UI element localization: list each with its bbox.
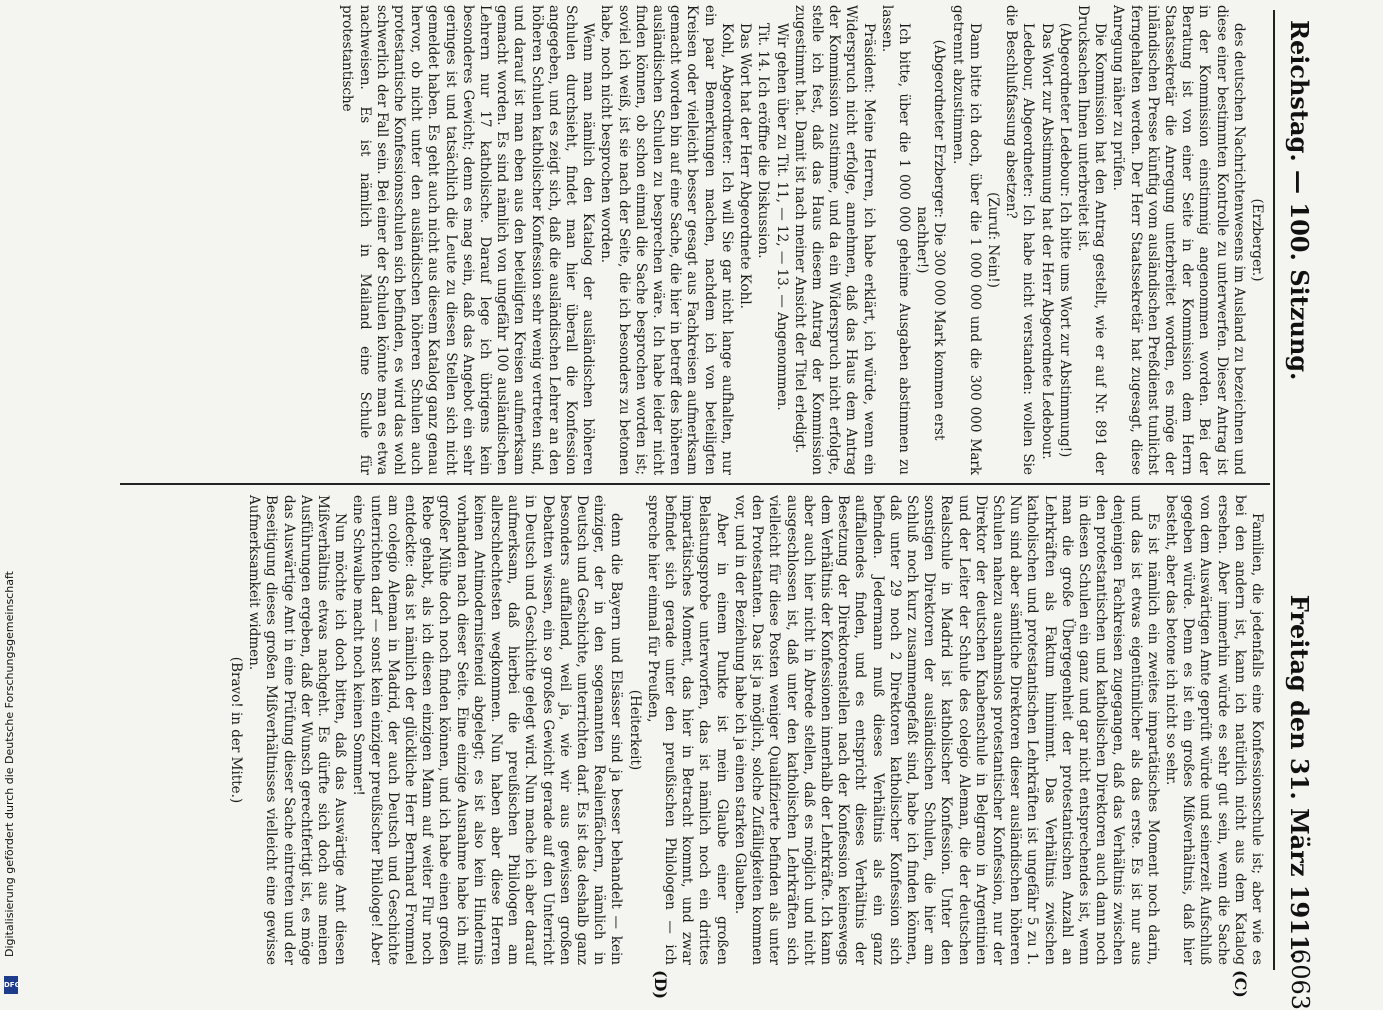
left-paragraphs	[338, 5, 1247, 475]
funding-credit: Digitalisierung gefördert durch die Deutsche Forschungsgemeinschaft	[3, 571, 16, 957]
paragraph: (Abgeordneter Erzberger: Die 300 000 Mark kommen erst nachher!)	[914, 39, 948, 441]
digitization-sidebar	[0, 0, 24, 1000]
dfg-logo: DFG	[4, 976, 18, 994]
page-header	[1280, 20, 1320, 1010]
left-column	[337, 5, 1265, 475]
paragraph: Ich bitte, über die 1 000 000 geheime Ausgaben abstimmen zu lassen.	[878, 5, 912, 475]
page-number: 6063	[1286, 948, 1314, 1010]
paragraph: Das Wort hat der Herr Abgeordnete Kohl.	[737, 23, 754, 309]
paragraph: Ledebour, Abgeordneter: Ich habe nicht verstanden: wollen Sie die Beschlußfassung absetzen?	[1003, 5, 1037, 475]
paragraph: Familien, die jedenfalls eine Konfessionsschule ist; aber wie es bei den andern ist, kann ich natürlich nicht aus dem Katalog ersehen. Aber immerhin würde es sehr gut sein, wenn die Sache von dem Auswärtigen Amte geprüft würde und seinerzeit Aufschluß gegeben würde. Denn es ist ein großes Mißverhältnis, daß hier besteht, aber das betone ich nicht so sehr.	[1162, 495, 1265, 965]
header-title-right: Freitag den 31. März 1911.	[1285, 594, 1314, 960]
paragraph: Wenn man nämlich den Katalog der ausländischen höheren Schulen durchsieht, findet man hier überall die Konfession angegeben, und es zeigt sich, daß die ausländischen Lehrer an den höheren Schulen katholischer Konfession sehr wenig vertreten sind, und darauf ist man eben aus den beteiligten Kreisen aufmerksam gemacht worden. Es sind nämlich von ungefähr 100 ausländischen Lehrern nur 17 katholische. Darauf lege ich übrigens kein besonderes Gewicht; denn es mag sein, daß das Angebot ein sehr geringes ist und tatsächlich die Leute zu diesen Stellen sich nicht gemeldet haben. Es geht auch nicht aus diesem Katalog ganz genau hervor, ob nicht unter den ausländischen höheren Schulen auch protestantische Konfessionsschulen sich befinden, es wird das wohl schwerlich der Fall sein. Bei einer der Schulen könnte man es etwa nachweisen. Es ist nämlich in Mailand eine Schule für protestantische	[339, 5, 597, 475]
paragraph: (Abgeordneter Ledebour: Ich bitte ums Wort zur Abstimmung!)	[1056, 22, 1073, 458]
rotated-page-content	[70, 0, 1320, 1010]
header-title-left: Reichstag. — 100. Sitzung.	[1285, 20, 1314, 381]
paragraph: Wir gehen über zu Tit. 11, — 12, — 13. — Angenommen.	[773, 23, 790, 411]
margin-mark-c: (C)	[1231, 970, 1250, 998]
header-rule	[1273, 10, 1275, 970]
paragraph: Präsident: Meine Herren, ich habe erklärt, ich würde, wenn ein Widerspruch nicht erfolge, annehmen, daß das Haus dem Antrag der Kommission zustimme, und da ein Widerspruch nicht erfolgte, stelle ich fest, daß das Haus diesem Antrag der Kommission zugestimmt hat. Damit ist nach meiner Ansicht der Titel erledigt.	[791, 5, 877, 475]
paragraph: Nun möchte ich doch bitten, daß das Auswärtige Amt diesen Mißverhältnis etwas nachgeht. Es dürfte sich doch aus meinen Ausführungen ergeben, daß der Wunsch gerechtfertigt ist, es möge das Auswärtige Amt in eine Prüfung dieser Sache eintreten und der Beseitigung dieses großen Mißverhältnisses vielleicht eine gewisse Aufmerksamkeit widmen.	[246, 495, 349, 965]
paragraph: Kohl, Abgeordneter: Ich will Sie gar nicht lange aufhalten, nur ein paar Bemerkungen machen, nachdem ich von beteiligten Kreisen oder vielleicht besser gesagt aus Fachkreisen aufmerksam gemacht worden bin auf eine Sache, die hier in betreff des höheren ausländischen Schulen zu besprechen wäre. Ich habe leider nicht finden können, ob schon einmal die Sache besprochen worden ist; soviel ich weiß, ist sie nach der Seite, die ich besonders zu betonen habe, noch nicht besprochen worden.	[598, 5, 735, 475]
column-divider	[120, 483, 1270, 485]
paragraph: Das Wort zur Abstimmung hat der Herr Abgeordnete Ledebour.	[1038, 23, 1055, 460]
margin-mark-d: (D)	[651, 970, 670, 1000]
paragraph: denn die Bayern und Elsässer sind ja besser behandelt — kein einziger, der in den sogenannten Realienfächern, nämlich in Deutsch und Geschichte, unterrichten darf. Es ist das deshalb ganz besonders auffallend, weil ja, wie wir aus gewissen großen Debatten wissen, ein so großes Gewicht gerade auf den Unterricht in Deutsch und Geschichte gelegt wird. Nun mache ich aber darauf aufmerksam, daß hierbei die preußischen Philologen am allerschlechtesten wegkommen. Nun haben aber diese Herren keinen Antimodernisteneid abgelegt; es ist also kein Hindernis vorhanden nach dieser Seite. Eine einzige Ausnahme habe ich mit großer Mühe doch noch finden können, und ich habe einen großen Rebe gehabt, als ich diesen einzigen Mann auf weiter Flur noch entdeckte: das ist nämlich der glückliche Herr Bernhard Frommel am colegio Aleman in Madrid, der auch Deutsch und Geschichte unterrichten darf — sonst kein einziger preußischer Philologe! Aber eine Schwalbe macht noch keinen Sommer!	[350, 495, 625, 965]
paragraph: Dann bitte ich doch, über die 1 000 000 und die 300 000 Mark getrennt abzustimmen.	[949, 5, 983, 475]
paragraph: (Zuruf: Nein!)	[984, 192, 1001, 288]
paragraph: Tit. 14. Ich eröffne die Diskussion.	[755, 23, 772, 259]
paragraph: des deutschen Nachrichtenwesens im Ausland zu bezeichnen und diese einer bestimmten Kontrolle zu unterwerfen. Dieser Antrag ist in der Kommission einstimmig angenommen worden. Bei der Beratung ist von einer Seite in der Kommission dem Herrn Staatssekretär die Anregung unterbreitet worden, es möge der inländischen Presse künftig vom ausländischen Preßdienst tunlichst ferngehalten werden. Der Herr Staatssekretär hat zugesagt, diese Anregung näher zu prüfen.	[1110, 5, 1247, 475]
speaker-tag: (Erzberger.)	[1249, 198, 1265, 282]
paragraph: Aber in einem Punkte ist mein Glaube einer großen Belastungsprobe unterworfen, das ist nämlich noch ein drittes impartätisches Moment, das hier in Betracht kommt, und zwar befindet sich gerade unter den preußischen Philologen — ich spreche hier einmal für Preußen,	[644, 495, 730, 965]
paragraph: Die Kommission hat den Antrag gestellt, wie er auf Nr. 891 der Drucksachen Ihnen unterbreitet ist.	[1074, 5, 1109, 475]
paragraph: (Heiterkeit)	[626, 689, 643, 771]
right-paragraphs	[227, 495, 1265, 965]
paragraph: (Bravo! in der Mitte.)	[228, 656, 245, 804]
right-column	[226, 495, 1265, 965]
paragraph: Es ist nämlich ein zweites impartätisches Moment noch darin, und das ist etwas eigentümlicher als das erste. Es ist nur aus denjenigen Fachkreisen zugegangen, daß das Verhältnis zwischen den protestantischen und katholischen Direktoren auch dann noch in diesen Schulen ein ganz und gar nicht entsprechendes ist, wenn man die große Übergegenheit der protestantischen Anzahl an Lehrkräften als Faktum hinnimmt. Das Verhältnis zwischen katholischen und protestantischen Lehrkräften ist ungefähr 5 zu 1. Nun sind aber sämtliche Direktoren dieser ausländischen höheren Schulen nahezu ausnahmslos protestantischer Konfession, nur der Direktor der deutschen Knabenschule in Belgrano in Argentinien und der Leiter der Schule des colegio Aleman, die der deutschen Realschule in Madrid ist katholischer Konfession. Unter den sonstigen Direktoren der ausländischen Schulen, die hier am Schluß noch kurz zusammengefaßt sind, habe ich finden können, daß unter 29 noch 2 Direktoren katholischer Konfession sich befinden. Jedermann muß dieses Verhältnis als ein ganz auffallendes finden, und es entspricht dieses Verhältnis der Besetzung der Direktorenstellen nach der Konfession keineswegs dem Verhältnis der Konfessionen innerhalb der Lehrkräfte. Ich kann aber auch hier nicht in Abrede stellen, daß es möglich und nicht ausgeschlossen ist, daß unter den katholischen Lehrkräften sich vielleicht für diese Posten weniger Qualifizierte befinden als unter den Protestanten. Das ist ja möglich, solche Zufälligkeiten kommen vor, und in der Beziehung habe ich ja einen starken Glauben.	[731, 495, 1161, 965]
